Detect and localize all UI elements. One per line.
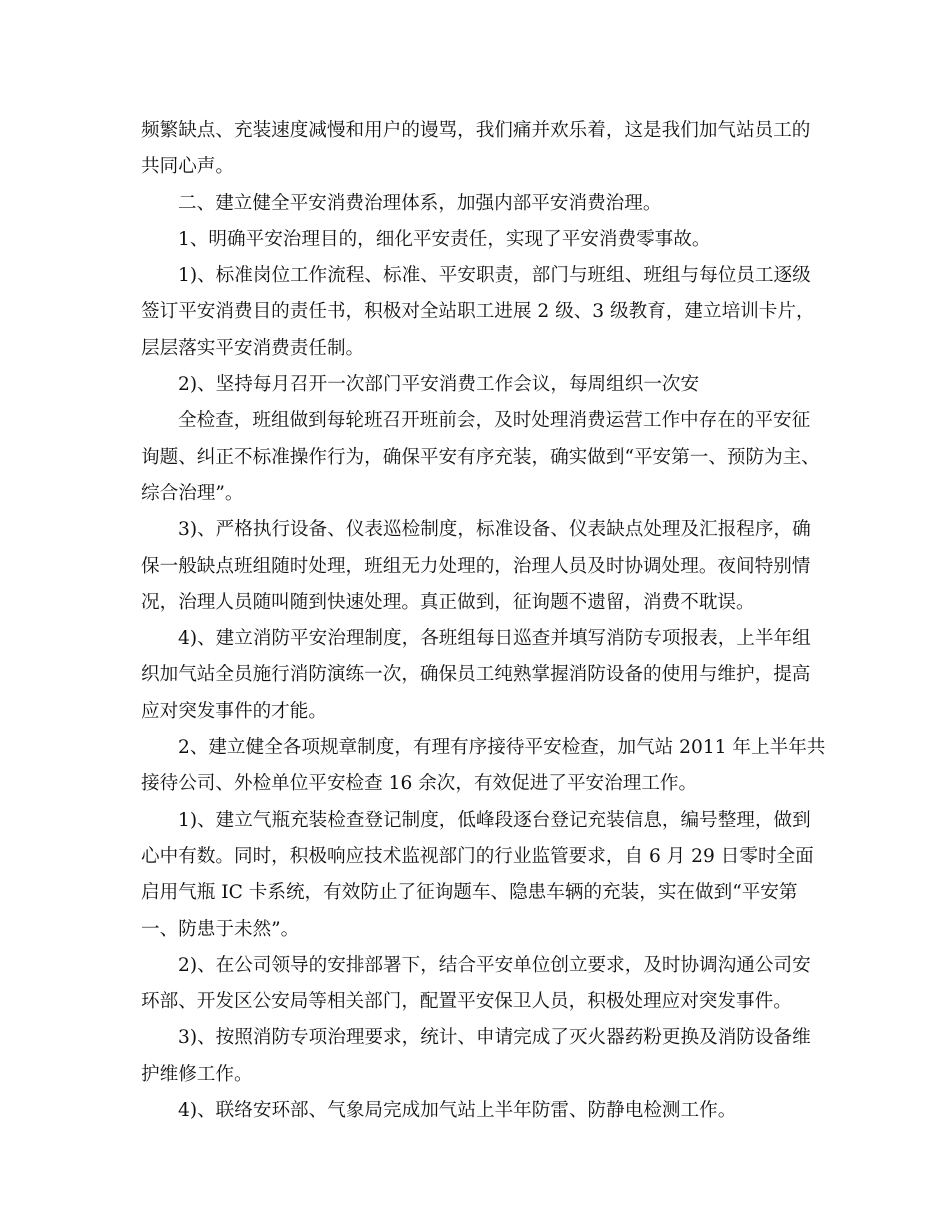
- text-line: 共同心声。: [141, 156, 234, 178]
- text-line: 护维修工作。: [141, 1063, 253, 1085]
- text-line: 4)、建立消防平安治理制度，各班组每日巡查并填写消防专项报表，上半年组: [178, 628, 811, 650]
- text-line: 1、明确平安治理目的，细化平安责任，实现了平安消费零事故。: [178, 228, 711, 250]
- text-line: 一、防患于未然”。: [141, 918, 300, 940]
- text-line: 启用气瓶 IC 卡系统，有效防止了征询题车、隐患车辆的充装，实在做到“平安第: [141, 882, 798, 904]
- text-line: 应对突发事件的才能。: [141, 700, 327, 722]
- text-line: 保一般缺点班组随时处理，班组无力处理的，治理人员及时协调处理。夜间特别情: [141, 555, 811, 577]
- text-line: 询题、纠正不标准操作行为，确保平安有序充装，确实做到“平安第一、预防为主、: [141, 446, 820, 468]
- text-line: 综合治理”。: [141, 482, 244, 504]
- text-line: 2、建立健全各项规章制度，有理有序接待平安检查，加气站 2011 年上半年共: [178, 737, 826, 759]
- text-line: 环部、开发区公安局等相关部门，配置平安保卫人员，积极处理应对突发事件。: [141, 991, 792, 1013]
- text-line: 1)、标准岗位工作流程、标准、平安职责，部门与班组、班组与每位员工逐级: [178, 265, 811, 287]
- text-line: 织加气站全员施行消防演练一次，确保员工纯熟掌握消防设备的使用与维护，提高: [141, 664, 811, 686]
- text-line: 2)、坚持每月召开一次部门平安消费工作会议，每周组织一次安: [178, 374, 700, 396]
- text-line: 全检查，班组做到每轮班召开班前会，及时处理消费运营工作中存在的平安征: [178, 410, 811, 432]
- document-body: [141, 113, 831, 1129]
- text-line: 签订平安消费目的责任书，积极对全站职工进展 2 级、3 级教育，建立培训卡片，: [141, 301, 815, 323]
- text-line: 层层落实平安消费责任制。: [141, 337, 365, 359]
- text-line: 1)、建立气瓶充装检查登记制度，低峰段逐台登记充装信息，编号整理，做到: [178, 809, 811, 831]
- text-line: 接待公司、外检单位平安检查 16 余次，有效促进了平安治理工作。: [141, 773, 698, 795]
- text-line: 心中有数。同时，积极响应技术监视部门的行业监管要求，自 6 月 29 日零时全面: [141, 845, 814, 867]
- text-line: 频繁缺点、充装速度减慢和用户的谩骂，我们痛并欢乐着，这是我们加气站员工的: [141, 120, 811, 141]
- text-line: 况，治理人员随叫随到快速处理。真正做到，征询题不遗留，消费不耽误。: [141, 591, 755, 613]
- text-line: 4)、联络安环部、气象局完成加气站上半年防雷、防静电检测工作。: [178, 1100, 737, 1122]
- text-line: 3)、按照消防专项治理要求，统计、申请完成了灭火器药粉更换及消防设备维: [178, 1027, 811, 1049]
- text-line: 2)、在公司领导的安排部署下，结合平安单位创立要求，及时协调沟通公司安: [178, 954, 811, 976]
- text-line: 二、建立健全平安消费治理体系，加强内部平安消费治理。: [178, 192, 662, 214]
- text-line: 3)、严格执行设备、仪表巡检制度，标准设备、仪表缺点处理及汇报程序，确: [178, 519, 811, 541]
